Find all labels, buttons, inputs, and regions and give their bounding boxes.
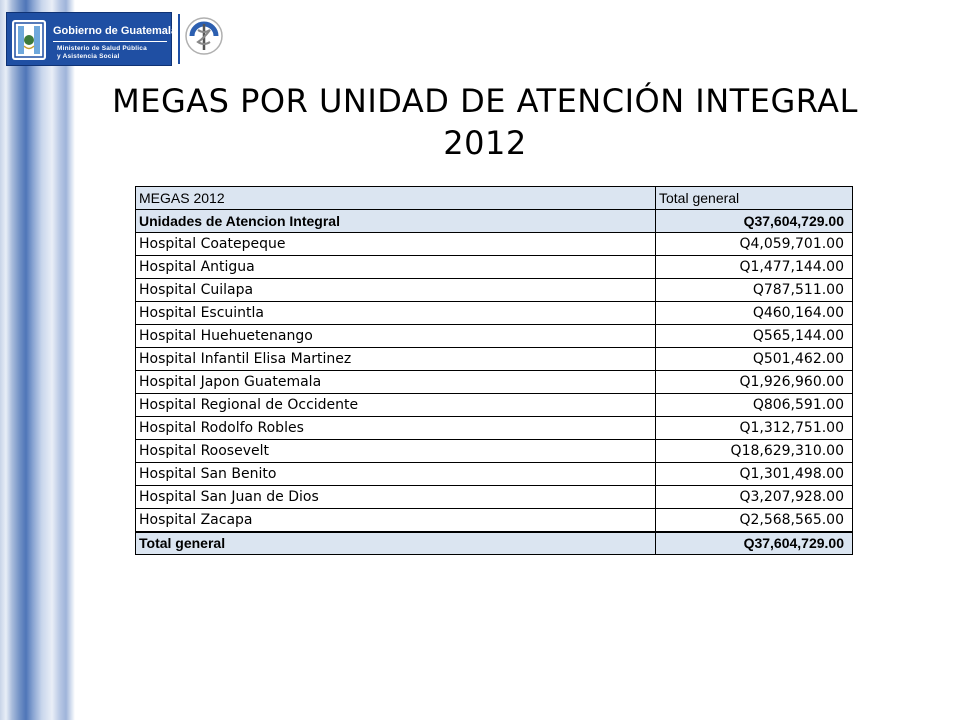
hospital-name: Hospital Huehuetenango bbox=[136, 325, 656, 348]
hospital-amount: Q460,164.00 bbox=[656, 302, 853, 325]
coat-of-arms-icon bbox=[12, 20, 46, 60]
hospital-name: Hospital Regional de Occidente bbox=[136, 394, 656, 417]
hospital-name: Hospital Rodolfo Robles bbox=[136, 417, 656, 440]
logo-divider bbox=[178, 14, 180, 64]
table-row bbox=[136, 417, 853, 440]
hospital-name: Hospital San Juan de Dios bbox=[136, 486, 656, 509]
table-total-row bbox=[136, 532, 853, 555]
table-row bbox=[136, 348, 853, 371]
hospital-amount: Q565,144.00 bbox=[656, 325, 853, 348]
table-row bbox=[136, 509, 853, 532]
logo-subtitle-1: Ministerio de Salud Pública bbox=[57, 45, 147, 52]
total-amount: Q37,604,729.00 bbox=[656, 532, 853, 555]
hospital-amount: Q18,629,310.00 bbox=[656, 440, 853, 463]
header-label: MEGAS 2012 bbox=[136, 187, 656, 210]
hospital-name: Hospital Cuilapa bbox=[136, 279, 656, 302]
table-header-row bbox=[136, 187, 853, 210]
table-row bbox=[136, 486, 853, 509]
header-total-label: Total general bbox=[656, 187, 853, 210]
hospital-name: Hospital Coatepeque bbox=[136, 233, 656, 256]
hospital-amount: Q3,207,928.00 bbox=[656, 486, 853, 509]
hospital-name: Hospital San Benito bbox=[136, 463, 656, 486]
hospital-amount: Q787,511.00 bbox=[656, 279, 853, 302]
logo-subtitle-2: y Asistencia Social bbox=[57, 53, 120, 60]
table-row bbox=[136, 394, 853, 417]
government-logo bbox=[6, 12, 178, 66]
table-row bbox=[136, 256, 853, 279]
health-ministry-emblem-icon bbox=[184, 16, 224, 56]
hospital-name: Hospital Antigua bbox=[136, 256, 656, 279]
hospital-amount: Q806,591.00 bbox=[656, 394, 853, 417]
hospital-amount: Q501,462.00 bbox=[656, 348, 853, 371]
hospital-name: Hospital Zacapa bbox=[136, 509, 656, 532]
logo-title: Gobierno de Guatemala bbox=[53, 25, 178, 37]
hospital-amount: Q4,059,701.00 bbox=[656, 233, 853, 256]
table-row bbox=[136, 233, 853, 256]
table-row bbox=[136, 463, 853, 486]
table-row bbox=[136, 440, 853, 463]
hospital-name: Hospital Roosevelt bbox=[136, 440, 656, 463]
table-row bbox=[136, 279, 853, 302]
table-row bbox=[136, 302, 853, 325]
logo-rule bbox=[53, 41, 167, 42]
total-label: Total general bbox=[136, 532, 656, 555]
table-row bbox=[136, 371, 853, 394]
megas-table bbox=[135, 186, 853, 555]
decorative-side-band bbox=[0, 0, 75, 720]
subheader-label: Unidades de Atencion Integral bbox=[136, 210, 656, 233]
hospital-name: Hospital Escuintla bbox=[136, 302, 656, 325]
subheader-amount: Q37,604,729.00 bbox=[656, 210, 853, 233]
hospital-amount: Q1,312,751.00 bbox=[656, 417, 853, 440]
page-title: MEGAS POR UNIDAD DE ATENCIÓN INTEGRAL 2012 bbox=[112, 82, 858, 162]
table-row bbox=[136, 325, 853, 348]
hospital-amount: Q1,301,498.00 bbox=[656, 463, 853, 486]
hospital-amount: Q1,477,144.00 bbox=[656, 256, 853, 279]
hospital-amount: Q1,926,960.00 bbox=[656, 371, 853, 394]
hospital-amount: Q2,568,565.00 bbox=[656, 509, 853, 532]
hospital-name: Hospital Japon Guatemala bbox=[136, 371, 656, 394]
table-subheader-row bbox=[136, 210, 853, 233]
hospital-name: Hospital Infantil Elisa Martinez bbox=[136, 348, 656, 371]
